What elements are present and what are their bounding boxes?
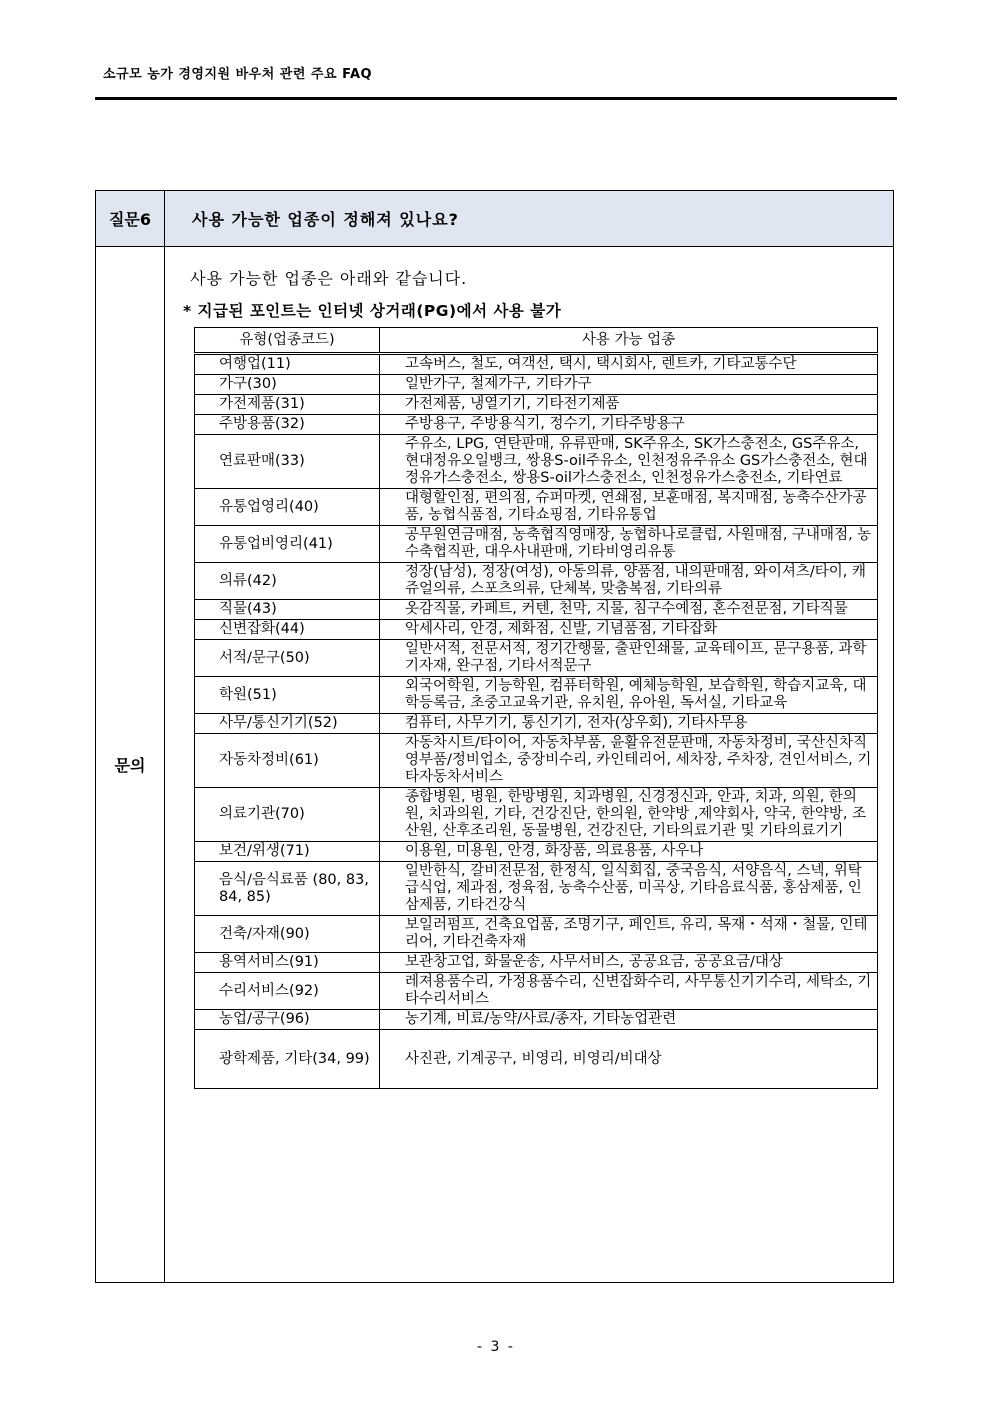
allowed-businesses-cell: 자동차시트/타이어, 자동차부품, 윤활유전문판매, 자동차정비, 국산신차직영부품/정비업소, 중장비수리, 카인테리어, 세차장, 주차장, 견인서비스, 기타자동차서비스 [380, 734, 878, 788]
table-row [195, 354, 878, 375]
business-type-cell: 여행업(11) [195, 354, 380, 375]
table-row [195, 415, 878, 435]
allowed-businesses-cell: 고속버스, 철도, 여객선, 택시, 택시회사, 렌트카, 기타교통수단 [380, 354, 878, 375]
table-row [195, 1010, 878, 1030]
business-type-cell: 서적/문구(50) [195, 640, 380, 677]
business-type-cell: 의료기관(70) [195, 788, 380, 842]
allowed-businesses-cell: 이용원, 미용원, 안경, 화장품, 의료용품, 사우나 [380, 842, 878, 862]
table-row [195, 788, 878, 842]
table-row [195, 973, 878, 1010]
allowed-businesses-cell: 보관창고업, 화물운송, 사무서비스, 공공요금, 공공요금/대상 [380, 953, 878, 973]
business-type-cell: 의류(42) [195, 563, 380, 600]
table-header-row [195, 328, 878, 354]
table-row [195, 620, 878, 640]
business-type-cell: 신변잡화(44) [195, 620, 380, 640]
table-row [195, 842, 878, 862]
allowed-businesses-cell: 대형할인점, 편의점, 슈퍼마켓, 연쇄점, 보훈매점, 복지매점, 농축수산가공품, 농협식품점, 기타쇼핑점, 기타유통업 [380, 489, 878, 526]
business-type-cell: 유통업영리(40) [195, 489, 380, 526]
business-type-cell: 용역서비스(91) [195, 953, 380, 973]
table-row [195, 435, 878, 489]
table-row [195, 714, 878, 734]
table-row [195, 1030, 878, 1089]
header-divider [95, 97, 897, 100]
table-row [195, 526, 878, 563]
allowed-businesses-cell: 악세사리, 안경, 제화점, 신발, 기념품점, 기타잡화 [380, 620, 878, 640]
answer-intro: 사용 가능한 업종은 아래와 같습니다. [190, 269, 468, 288]
allowed-businesses-cell: 주방용구, 주방용식기, 정수기, 기타주방용구 [380, 415, 878, 435]
allowed-businesses-cell: 외국어학원, 기능학원, 컴퓨터학원, 예체능학원, 보습학원, 학습지교육, 대학등록금, 초중고교육기관, 유치원, 유아원, 독서실, 기타교육 [380, 677, 878, 714]
business-type-cell: 음식/음식료품 (80, 83, 84, 85) [195, 862, 380, 916]
allowed-businesses-cell: 공무원연금매점, 농축협직영매장, 농협하나로클럽, 사원매점, 구내매점, 농수축협직판, 대우사내판매, 기타비영리유통 [380, 526, 878, 563]
business-type-cell: 유통업비영리(41) [195, 526, 380, 563]
question-row [96, 191, 893, 247]
question-text: 사용 가능한 업종이 정해져 있나요? [192, 210, 459, 229]
business-type-cell: 수리서비스(92) [195, 973, 380, 1010]
allowed-businesses-cell: 일반가구, 철제가구, 기타가구 [380, 375, 878, 395]
allowed-businesses-cell: 사진관, 기계공구, 비영리, 비영리/비대상 [380, 1030, 878, 1089]
allowed-businesses-cell: 일반서적, 전문서적, 정기간행물, 출판인쇄물, 교육테이프, 문구용품, 과학기자재, 완구점, 기타서적문구 [380, 640, 878, 677]
business-type-cell: 보건/위생(71) [195, 842, 380, 862]
business-type-cell: 연료판매(33) [195, 435, 380, 489]
allowed-businesses-cell: 보일러펌프, 건축요업품, 조명기구, 페인트, 유리, 목재・석재・철물, 인테리어, 기타건축자재 [380, 916, 878, 953]
business-type-cell: 자동차정비(61) [195, 734, 380, 788]
table-row [195, 677, 878, 714]
table-body [195, 354, 878, 1089]
allowed-businesses-cell: 가전제품, 냉열기기, 기타전기제품 [380, 395, 878, 415]
allowed-businesses-cell: 농기계, 비료/농약/사료/종자, 기타농업관련 [380, 1010, 878, 1030]
business-type-cell: 건축/자재(90) [195, 916, 380, 953]
allowed-businesses-cell: 옷감직물, 카페트, 커텐, 천막, 지물, 침구수예점, 혼수전문점, 기타직물 [380, 600, 878, 620]
table-row [195, 489, 878, 526]
business-type-cell: 사무/통신기기(52) [195, 714, 380, 734]
table-row [195, 640, 878, 677]
business-type-cell: 학원(51) [195, 677, 380, 714]
document-header-title: 소규모 농가 경영지원 바우처 관련 주요 FAQ [103, 67, 373, 82]
question-label: 질문6 [96, 191, 165, 246]
table-row [195, 862, 878, 916]
business-type-cell: 농업/공구(96) [195, 1010, 380, 1030]
table-row [195, 953, 878, 973]
business-type-cell: 가구(30) [195, 375, 380, 395]
allowed-businesses-cell: 정장(남성), 정장(여성), 아동의류, 양품점, 내의판매점, 와이셔츠/타이, 캐쥬얼의류, 스포츠의류, 단체복, 맞춤복점, 기타의류 [380, 563, 878, 600]
business-type-cell: 가전제품(31) [195, 395, 380, 415]
allowed-businesses-cell: 일반한식, 갈비전문점, 한정식, 일식회집, 중국음식, 서양음식, 스넥, 위탁급식업, 제과점, 정육점, 농축수산품, 미곡상, 기타음료식품, 홍삼제품, 인삼제품, 기타건강식 [380, 862, 878, 916]
allowed-businesses-cell: 컴퓨터, 사무기기, 통신기기, 전자(상우회), 기타사무용 [380, 714, 878, 734]
table-row [195, 734, 878, 788]
table-row [195, 916, 878, 953]
header-type: 유형(업종코드) [195, 328, 380, 354]
business-type-cell: 직물(43) [195, 600, 380, 620]
answer-note: * 지급된 포인트는 인터넷 상거래(PG)에서 사용 불가 [183, 302, 562, 320]
allowed-businesses-cell: 종합병원, 병원, 한방병원, 치과병원, 신경정신과, 안과, 치과, 의원, 한의원, 치과의원, 기타, 건강진단, 한의원, 한약방 ,제약회사, 약국, 한약방, 조산원, 산후조리원, 동물병원, 건강진단, 기타의료기관 및 기타의료기기 [380, 788, 878, 842]
answer-label: 문의 [96, 247, 165, 1282]
business-type-cell: 주방용품(32) [195, 415, 380, 435]
table-row [195, 600, 878, 620]
header-items: 사용 가능 업종 [380, 328, 878, 354]
table-row [195, 395, 878, 415]
table-row [195, 563, 878, 600]
allowed-businesses-cell: 주유소, LPG, 연탄판매, 유류판매, SK주유소, SK가스충전소, GS주유소, 현대정유오일뱅크, 쌍용S-oil주유소, 인천정유주유소 GS가스충전소, 현대정유가스충전소, 쌍용S-oil가스충전소, 인천정유가스충전소, 기타연료 [380, 435, 878, 489]
page-number: - 3 - [477, 1339, 515, 1355]
business-type-table [194, 327, 878, 1089]
allowed-businesses-cell: 레져용품수리, 가정용품수리, 신변잡화수리, 사무통신기기수리, 세탁소, 기타수리서비스 [380, 973, 878, 1010]
table-row [195, 375, 878, 395]
business-type-cell: 광학제품, 기타(34, 99) [195, 1030, 380, 1089]
